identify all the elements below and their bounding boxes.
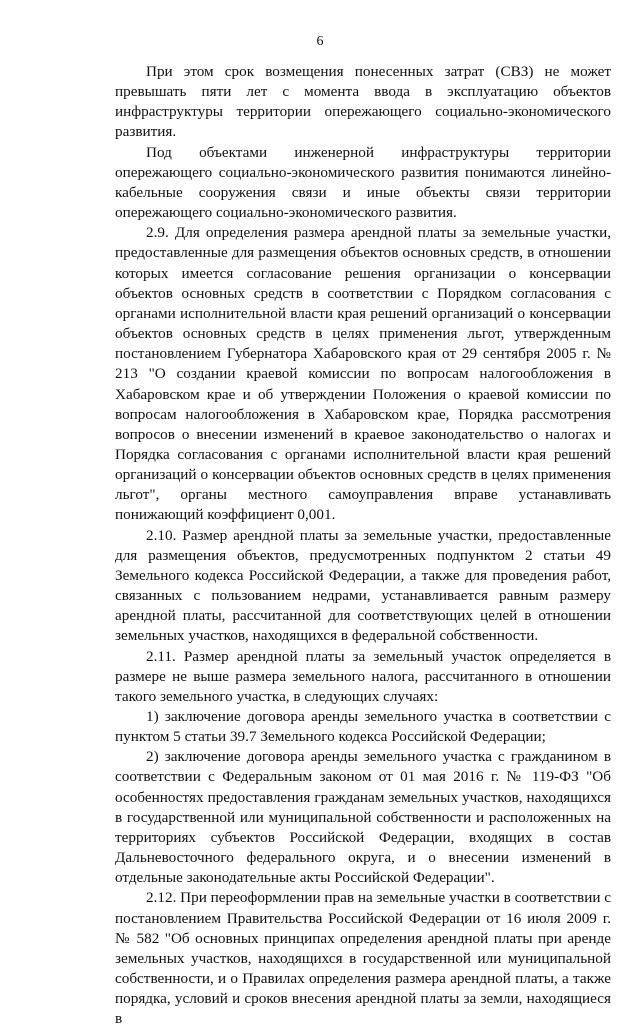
paragraph-2-12: 2.12. При переоформлении прав на земельные участки в соответствии с постановлением Правительства Российской Федерации от 16 июля 2009 г. № 582 "Об основных принципах определения арендной платы при аренде земельных участков, находящихся в государственной или муниципальной собственности, и о Правилах определения размера арендной платы, а также порядка, условий и сроков внесения арендной платы за земли, находящиеся в bbox=[115, 889, 611, 1028]
paragraph-2-10: 2.10. Размер арендной платы за земельные участки, предоставленные для размещения объектов, предусмотренных подпунктом 2 статьи 49 Земельного кодекса Российской Федерации, а также для проведения работ, связанных с пользованием недрами, устанавливается равным размеру арендной платы, рассчитанной для соответствующих целей в отношении земельных участков, находящихся в федеральной собственности. bbox=[115, 526, 611, 645]
paragraph-2-9: 2.9. Для определения размера арендной платы за земельные участки, предоставленные для размещения объектов основных средств, в отношении которых имеется согласование решения организации о консервации объектов основных средств в соответствии с Порядком согласования с органами исполнительной власти края решений организаций о консервации объектов основных средств в целях применения льгот, утвержденным постановлением Губернатора Хабаровского края от 29 сентября 2005 г. № 213 "О создании краевой комиссии по вопросам налогообложения в Хабаровском крае и об утверждении Положения о краевой комиссии по вопросам налогообложения в Хабаровском крае, Порядка рассмотрения вопросов о внесении изменений в краевое законодательство о налогах и Порядка согласования с органами исполнительной власти края решений организаций о консервации объектов основных средств в целях применения льгот", органы местного самоуправления вправе устанавливать понижающий коэффициент 0,001. bbox=[115, 224, 611, 524]
paragraph-2-11-item-1: 1) заключение договора аренды земельного участка в соответствии с пунктом 5 статьи 39.7 Земельного кодекса Российской Федерации; bbox=[115, 708, 611, 746]
paragraph-engineering-infrastructure: Под объектами инженерной инфраструктуры территории опережающего социально-экономического развития понимаются линейно-кабельные сооружения связи и иные объекты связи территории опережающего социально-экономического развития. bbox=[115, 143, 611, 222]
paragraph-2-11: 2.11. Размер арендной платы за земельный участок определяется в размере не выше размера земельного налога, рассчитанного в отношении такого земельного участка, в следующих случаях: bbox=[115, 647, 611, 705]
paragraph-2-11-item-2: 2) заключение договора аренды земельного участка с гражданином в соответствии с Федеральным законом от 01 мая 2016 г. № 119-ФЗ "Об особенностях предоставления гражданам земельных участков, находящихся в государственной или муниципальной собственности и расположенных на территориях субъектов Российской Федерации, входящих в состав Дальневосточного федерального округа, и о внесении изменений в отдельные законодательные акты Российской Федерации". bbox=[115, 748, 611, 887]
paragraph-cost-recovery-term: При этом срок возмещения понесенных затрат (СВЗ) не может превышать пяти лет с момента ввода в эксплуатацию объектов инфраструктуры территории опережающего социально-экономического развития. bbox=[115, 63, 611, 141]
body-text bbox=[115, 62, 611, 1030]
page-number: 6 bbox=[316, 34, 324, 49]
